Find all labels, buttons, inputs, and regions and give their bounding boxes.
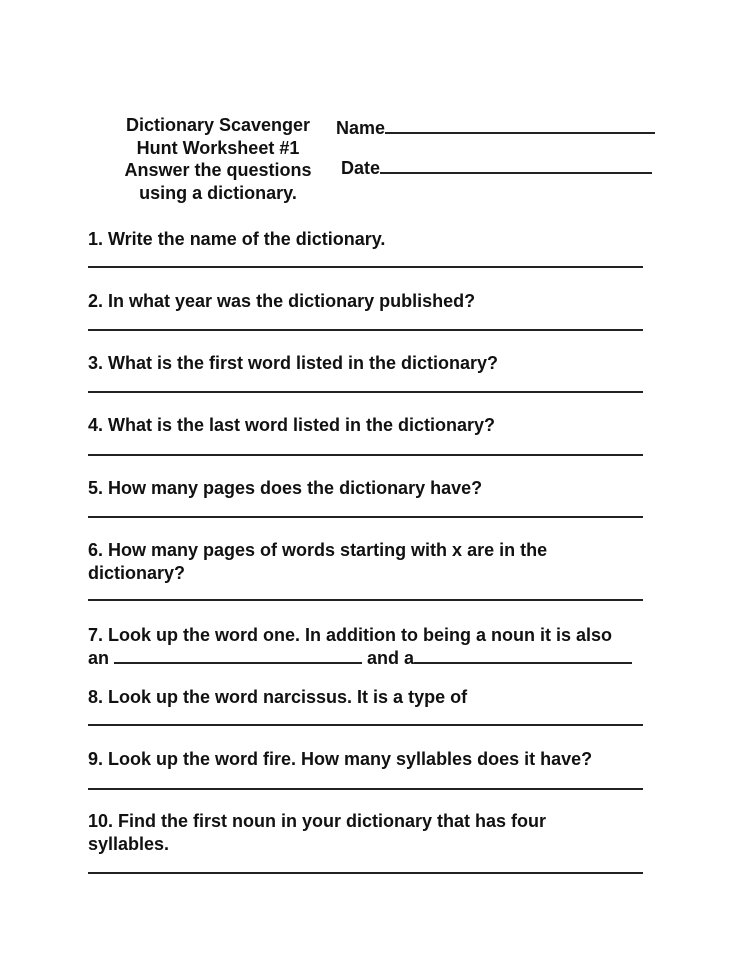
answer-blank-7a[interactable]	[114, 646, 362, 664]
question-4: 4. What is the last word listed in the dictionary?	[88, 415, 496, 435]
question-3: 3. What is the first word listed in the dictionary?	[88, 353, 499, 373]
title-line: Hunt Worksheet #1	[136, 137, 300, 158]
date-blank[interactable]	[380, 156, 652, 174]
question-6-cont: dictionary?	[88, 563, 186, 583]
answer-line-6[interactable]	[88, 599, 643, 601]
question-2: 2. In what year was the dictionary published?	[88, 291, 476, 311]
answer-line-2[interactable]	[88, 329, 643, 331]
answer-line-5[interactable]	[88, 516, 643, 518]
answer-line-3[interactable]	[88, 391, 643, 393]
question-7: 7. Look up the word one. In addition to being a noun it is also	[88, 625, 612, 645]
question-10-cont: syllables.	[88, 834, 170, 854]
title-line: using a dictionary.	[139, 182, 297, 203]
name-blank[interactable]	[385, 116, 655, 134]
answer-line-10[interactable]	[88, 872, 643, 874]
question-1: 1. Write the name of the dictionary.	[88, 229, 386, 249]
question-5: 5. How many pages does the dictionary have?	[88, 478, 483, 498]
answer-line-8[interactable]	[88, 724, 643, 726]
question-10: 10. Find the first noun in your dictionary that has four	[88, 811, 547, 831]
question-7-prefix: an	[88, 648, 110, 668]
question-7-middle: and a	[367, 648, 415, 668]
date-label: Date	[341, 158, 381, 178]
question-7-cont	[88, 646, 632, 669]
answer-line-4[interactable]	[88, 454, 643, 456]
title-line: Dictionary Scavenger	[125, 115, 311, 135]
answer-line-1[interactable]	[88, 266, 643, 268]
name-field[interactable]	[336, 116, 655, 139]
answer-line-9[interactable]	[88, 788, 643, 790]
answer-blank-7b[interactable]	[414, 646, 632, 664]
name-label: Name	[336, 118, 386, 138]
worksheet-title	[100, 114, 336, 204]
title-line: Answer the questions	[124, 160, 312, 180]
question-8: 8. Look up the word narcissus. It is a type of	[88, 687, 468, 707]
question-9: 9. Look up the word fire. How many syllables does it have?	[88, 749, 593, 769]
date-field[interactable]	[341, 156, 652, 179]
question-6: 6. How many pages of words starting with x are in the	[88, 540, 548, 560]
